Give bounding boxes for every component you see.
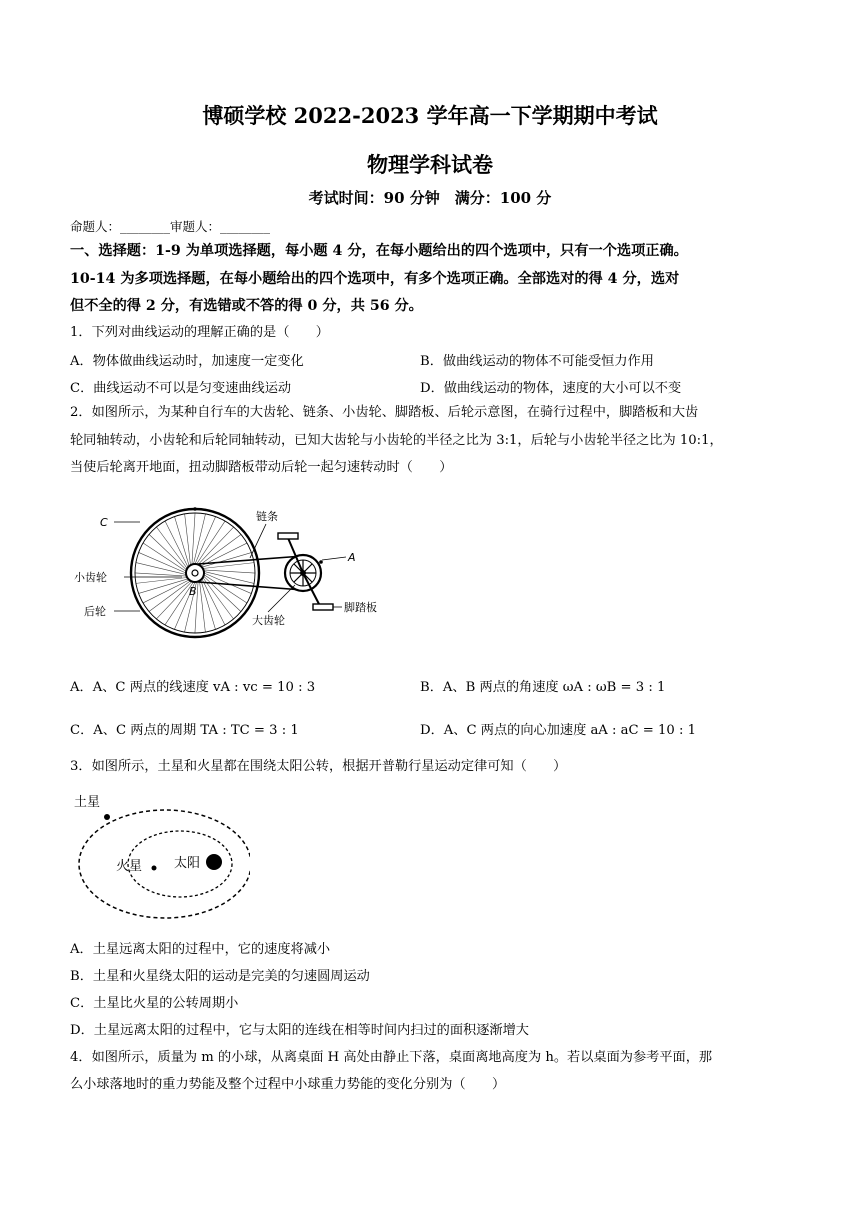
q2-stem-line2: 轮同轴转动，小齿轮和后轮同轴转动，已知大齿轮与小齿轮的半径之比为 3:1，后轮与小齿轮半径之比为 10:1， (70, 433, 723, 448)
q2-option-c: C．A、C 两点的周期 TA : TC = 3 : 1 (70, 723, 299, 738)
spoke (200, 581, 206, 632)
section-instructions-line3: 但不全的得 2 分，有选错或不答的得 0 分，共 56 分。 (70, 298, 423, 314)
saturn-body (104, 814, 110, 820)
spoke (185, 514, 191, 565)
spoke (139, 579, 189, 594)
label-mars: 火星 (116, 859, 143, 874)
label-saturn: 土星 (74, 795, 101, 810)
spoke (204, 571, 254, 583)
spoke (135, 573, 187, 576)
spoke (193, 514, 205, 564)
label-c: C (100, 516, 108, 529)
q3-option-a: A．土星远离太阳的过程中，它的速度将减小 (70, 942, 331, 957)
point-a-marker (319, 560, 323, 564)
q1-option-a: A．物体做曲线运动时，加速度一定变化 (70, 354, 304, 369)
spoke (192, 513, 195, 565)
pedal-upper (278, 533, 298, 539)
section-instructions-line2: 10-14 为多项选择题，在每小题给出的四个选项中，有多个选项正确。全部选对的得 4 分，选对 (70, 271, 680, 287)
saturn-orbit (79, 810, 250, 918)
spoke (203, 570, 255, 573)
label-small-gear: 小齿轮 (74, 571, 107, 584)
spoke (136, 578, 187, 584)
q3-option-d: D．土星远离太阳的过程中，它与太阳的连线在相等时间内扫过的面积逐渐增大 (70, 1023, 529, 1038)
planet-orbit-diagram (70, 790, 250, 930)
mars-body (152, 866, 157, 871)
exam-subtitle: 物理学科试卷 (367, 152, 493, 177)
point-c-marker (193, 507, 197, 511)
label-rear-wheel: 后轮 (84, 605, 106, 618)
q4-stem-line1: 4．如图所示，质量为 m 的小球，从离桌面 H 高处由静止下落，桌面离地高度为 h。若以桌面为参考平面，那 (70, 1050, 713, 1065)
small-gear (186, 564, 204, 582)
q2-stem-line1: 2．如图所示，为某种自行车的大齿轮、链条、小齿轮、脚踏板、后轮示意图，在骑行过程中，脚踏板和大齿 (70, 405, 699, 420)
q3-stem: 3．如图所示，土星和火星都在围绕太阳公转，根据开普勒行星运动定律可知（ ） (70, 759, 567, 774)
label-chain: 链条 (256, 510, 278, 523)
spoke (201, 580, 216, 630)
q3-option-b: B．土星和火星绕太阳的运动是完美的匀速圆周运动 (70, 969, 370, 984)
spoke (136, 563, 186, 575)
sun-body (206, 854, 222, 870)
q4-stem-line2: 么小球落地时的重力势能及整个过程中小球重力势能的变化分别为（ ） (70, 1077, 506, 1092)
q3-option-c: C．土星比火星的公转周期小 (70, 996, 239, 1011)
label-a: A (348, 551, 356, 564)
exam-meta: 考试时间：90 分钟 满分：100 分 (308, 189, 552, 207)
exam-title: 博硕学校 2022-2023 学年高一下学期期中考试 (202, 103, 658, 128)
label-sun: 太阳 (174, 856, 201, 871)
q2-stem-line3: 当使后轮离开地面，扭动脚踏板带动后轮一起匀速转动时（ ） (70, 460, 453, 475)
q1-option-c: C．曲线运动不可以是匀变速曲线运动 (70, 381, 292, 396)
bicycle-gear-diagram (70, 500, 390, 650)
label-big-gear: 大齿轮 (252, 614, 285, 627)
pedal-lower (313, 604, 333, 610)
q1-option-b: B．做曲线运动的物体不可能受恒力作用 (420, 354, 654, 369)
q2-option-a: A．A、C 两点的线速度 vA : vc = 10 : 3 (70, 680, 316, 695)
label-pedal: 脚踏板 (344, 601, 377, 614)
q1-option-d: D．做曲线运动的物体，速度的大小可以不变 (420, 381, 682, 396)
authors-line: 命题人：________审题人：________ (70, 219, 271, 234)
spoke (175, 517, 190, 567)
q2-option-b: B．A、B 两点的角速度 ωA : ωB = 3 : 1 (420, 680, 666, 695)
label-b: B (189, 585, 197, 598)
q1-stem: 1．下列对曲线运动的理解正确的是（ ） (70, 325, 329, 340)
section-instructions-line1: 一、选择题：1-9 为单项选择题，每小题 4 分，在每小题给出的四个选项中，只有一个选项正确。 (70, 243, 688, 259)
q2-option-d: D．A、C 两点的向心加速度 aA : aC = 10 : 1 (420, 723, 697, 738)
